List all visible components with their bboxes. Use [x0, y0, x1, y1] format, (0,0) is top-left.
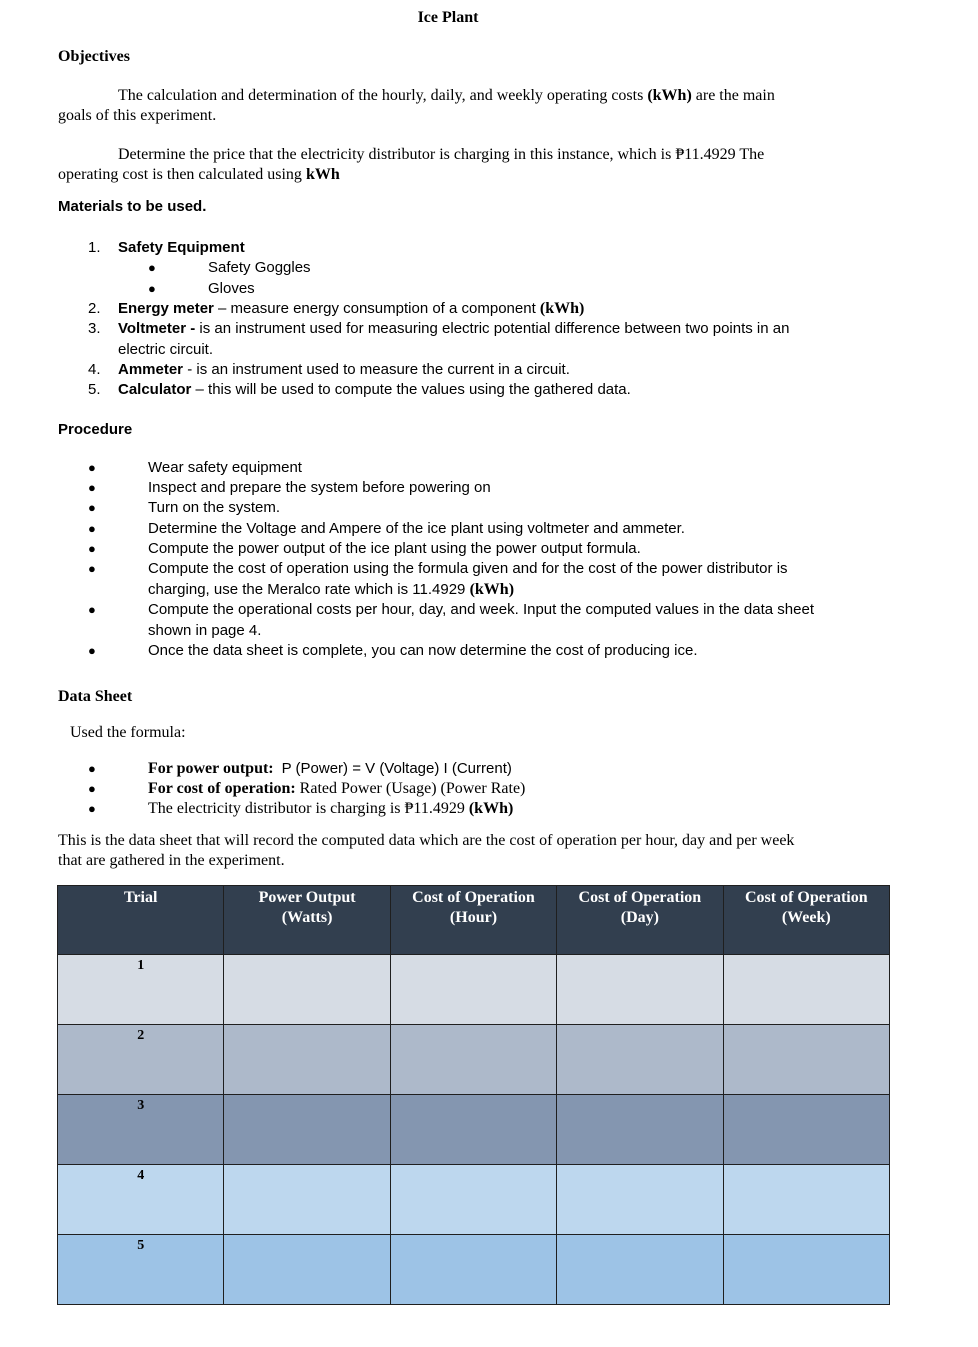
table-row — [58, 1235, 890, 1305]
cost-hour-cell — [390, 1095, 556, 1165]
table-row — [58, 1095, 890, 1165]
trial-cell: 2 — [58, 1025, 224, 1095]
bullet-icon: ● — [88, 801, 96, 816]
materials-item-voltmeter-cont: electric circuit. — [118, 341, 214, 358]
trial-cell: 3 — [58, 1095, 224, 1165]
table-row — [58, 1025, 890, 1095]
objectives-paragraph-1-line-2: goals of this experiment. — [58, 107, 217, 124]
materials-item-ammeter: Ammeter - is an instrument used to measure the current in a circuit. — [118, 361, 570, 378]
formula-distributor-rate: The electricity distributor is charging is ₱11.4929 (kWh) — [148, 800, 514, 817]
procedure-step-cont: charging, use the Meralco rate which is 11.4929 (kWh) — [148, 581, 515, 598]
table-row — [58, 1165, 890, 1235]
data-sheet-description-line-2: that are gathered in the experiment. — [58, 852, 285, 869]
bullet-icon: ● — [148, 260, 156, 275]
bullet-icon: ● — [88, 500, 96, 515]
procedure-heading: Procedure — [58, 421, 133, 438]
procedure-step: Compute the power output of the ice plant using the power output formula. — [148, 540, 641, 557]
bullet-icon: ● — [88, 521, 96, 536]
header-cost-hour: Cost of Operation (Hour) — [390, 886, 556, 955]
page-title: Ice Plant — [417, 9, 479, 26]
trial-cell: 4 — [58, 1165, 224, 1235]
cost-day-cell — [557, 1235, 723, 1305]
bullet-icon: ● — [88, 761, 96, 776]
materials-subitem-gloves: Gloves — [208, 280, 255, 297]
header-power-output: Power Output (Watts) — [224, 886, 390, 955]
cost-hour-cell — [390, 1235, 556, 1305]
header-cost-week: Cost of Operation (Week) — [723, 886, 889, 955]
cost-day-cell — [557, 1095, 723, 1165]
cost-hour-cell — [390, 1165, 556, 1235]
cost-week-cell — [723, 955, 889, 1025]
materials-item-number: 5. — [88, 381, 101, 398]
header-trial: Trial — [58, 886, 224, 955]
cost-week-cell — [723, 1165, 889, 1235]
procedure-step: Inspect and prepare the system before powering on — [148, 479, 491, 496]
materials-item-number: 4. — [88, 361, 101, 378]
materials-subitem-goggles: Safety Goggles — [208, 259, 311, 276]
power-output-cell — [224, 955, 390, 1025]
cost-day-cell — [557, 1025, 723, 1095]
table-row — [58, 955, 890, 1025]
bullet-icon: ● — [148, 281, 156, 296]
power-output-cell — [224, 1025, 390, 1095]
procedure-step-cont: shown in page 4. — [148, 622, 262, 639]
cost-week-cell — [723, 1095, 889, 1165]
cost-day-cell — [557, 955, 723, 1025]
data-sheet-heading: Data Sheet — [58, 688, 133, 705]
power-output-cell — [224, 1165, 390, 1235]
bullet-icon: ● — [88, 602, 96, 617]
objectives-heading: Objectives — [58, 48, 130, 65]
procedure-step: Turn on the system. — [148, 499, 280, 516]
objectives-paragraph-1-line-1: The calculation and determination of the hourly, daily, and weekly operating costs (kWh) are the main — [118, 87, 775, 104]
table-header-row — [58, 886, 890, 955]
bullet-icon: ● — [88, 781, 96, 796]
power-output-cell — [224, 1095, 390, 1165]
formula-intro: Used the formula: — [70, 724, 186, 741]
procedure-step: Once the data sheet is complete, you can now determine the cost of producing ice. — [148, 642, 698, 659]
materials-item-energy-meter: Energy meter – measure energy consumption of a component (kWh) — [118, 300, 585, 317]
materials-item-voltmeter: Voltmeter - is an instrument used for measuring electric potential difference between two points in an — [118, 320, 790, 337]
data-sheet-description-line-1: This is the data sheet that will record the computed data which are the cost of operation per hour, day and per week — [58, 832, 795, 849]
procedure-step: Compute the cost of operation using the formula given and for the cost of the power distributor is — [148, 560, 788, 577]
materials-heading: Materials to be used. — [58, 198, 207, 215]
formula-cost-of-operation: For cost of operation: Rated Power (Usage) (Power Rate) — [148, 780, 526, 797]
cost-week-cell — [723, 1025, 889, 1095]
cost-hour-cell — [390, 1025, 556, 1095]
materials-item-safety-equipment: Safety Equipment — [118, 239, 245, 256]
bullet-icon: ● — [88, 480, 96, 495]
header-cost-day: Cost of Operation (Day) — [557, 886, 723, 955]
procedure-step: Compute the operational costs per hour, day, and week. Input the computed values in the data sheet — [148, 601, 814, 618]
cost-hour-cell — [390, 955, 556, 1025]
materials-item-number: 3. — [88, 320, 101, 337]
bullet-icon: ● — [88, 561, 96, 576]
materials-item-calculator: Calculator – this will be used to compute the values using the gathered data. — [118, 381, 631, 398]
trial-cell: 1 — [58, 955, 224, 1025]
materials-item-number: 2. — [88, 300, 101, 317]
bullet-icon: ● — [88, 460, 96, 475]
bullet-icon: ● — [88, 643, 96, 658]
objectives-paragraph-2-line-1: Determine the price that the electricity distributor is charging in this instance, which is ₱11.4929 The — [118, 146, 765, 163]
objectives-paragraph-2-line-2: operating cost is then calculated using kWh — [58, 166, 340, 183]
bullet-icon: ● — [88, 541, 96, 556]
cost-day-cell — [557, 1165, 723, 1235]
materials-item-number: 1. — [88, 239, 101, 256]
power-output-cell — [224, 1235, 390, 1305]
procedure-step: Determine the Voltage and Ampere of the ice plant using voltmeter and ammeter. — [148, 520, 685, 537]
data-sheet-table — [57, 885, 890, 1305]
cost-week-cell — [723, 1235, 889, 1305]
trial-cell: 5 — [58, 1235, 224, 1305]
procedure-step: Wear safety equipment — [148, 459, 302, 476]
formula-power-output: For power output: P (Power) = V (Voltage) I (Current) — [148, 760, 512, 777]
